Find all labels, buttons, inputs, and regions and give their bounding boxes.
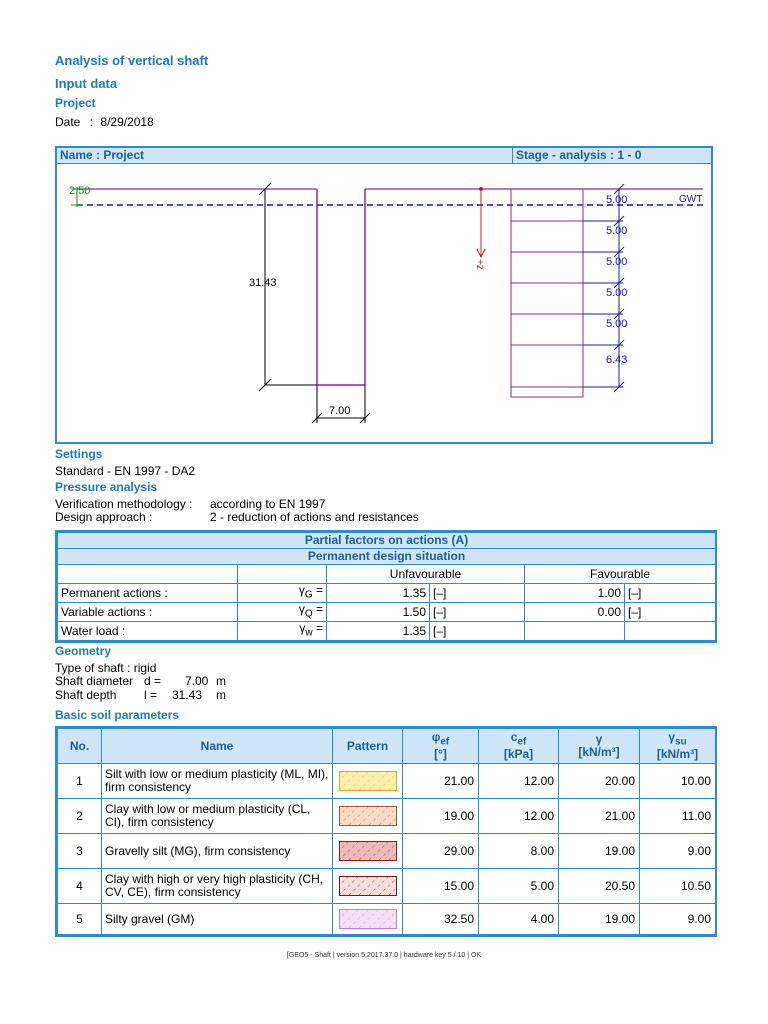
- soil-row-gamma-su: 9.00: [640, 904, 716, 935]
- soil-layer-stack: [511, 189, 583, 397]
- layer-3-thickness: 5.00: [606, 256, 628, 268]
- pf-row: Variable actions : $\gamma_Q$ = 1.50 [–] 0.00 [–]: [58, 603, 716, 622]
- date-value: 8/29/2018: [100, 115, 154, 129]
- col-no: No.: [58, 729, 102, 764]
- soil-row-phi: 29.00: [403, 834, 479, 869]
- soil-row-phi: 21.00: [403, 764, 479, 799]
- soil-row-phi: 19.00: [403, 799, 479, 834]
- soil-row-gamma-su: 11.00: [640, 799, 716, 834]
- col-gamma: γ [kN/m³]: [559, 729, 640, 764]
- approach-label: Design approach :: [55, 510, 153, 524]
- soil-table: [55, 726, 717, 937]
- col-name: Name: [102, 729, 333, 764]
- geometry-heading: Geometry: [55, 644, 112, 658]
- stage-label: Stage - analysis : 1 - 0: [512, 148, 641, 163]
- soil-row-no: 1: [58, 764, 102, 799]
- soil-row-c: 5.00: [479, 869, 559, 904]
- soil-row: [58, 799, 716, 834]
- col-c: $c_{ef}$ [kPa]: [479, 729, 559, 764]
- soil-row: [58, 904, 716, 935]
- shaft-type: Type of shaft : rigid: [55, 661, 157, 675]
- soil-row-no: 4: [58, 869, 102, 904]
- soil-row-no: 2: [58, 799, 102, 834]
- soil-row-gamma-su: 10.00: [640, 764, 716, 799]
- soil-row-name: Clay with high or very high plasticity (CH, CV, CE), firm consistency: [102, 869, 333, 904]
- date-row: [55, 116, 154, 129]
- soil-row-name: Gravelly silt (MG), firm consistency: [102, 834, 333, 869]
- soil-row-no: 5: [58, 904, 102, 935]
- pf-col-unfavourable: Unfavourable: [327, 565, 525, 584]
- layer-5-thickness: 5.00: [606, 318, 628, 330]
- approach-value: 2 - reduction of actions and resistances: [210, 510, 419, 524]
- project-box: [55, 146, 713, 444]
- col-phi: $\varphi_{ef}$ [°]: [403, 729, 479, 764]
- soil-row-name: Clay with low or medium plasticity (CL, CI), firm consistency: [102, 799, 333, 834]
- footer: [GEO5 - Shaft | version 5.2017.37.0 | hardware key 5 / 10 | OK: [286, 952, 482, 959]
- soil-row-gamma: 21.00: [559, 799, 640, 834]
- soil-row-c: 12.00: [479, 799, 559, 834]
- soil-row: [58, 869, 716, 904]
- shaft-depth-row: Shaft depth l = 31.43 m: [55, 688, 226, 702]
- soil-pattern-swatch: [339, 771, 397, 791]
- standard-text: Standard - EN 1997 - DA2: [55, 464, 196, 478]
- pf-subtitle: Permanent design situation: [58, 549, 716, 565]
- shaft-diagram: [57, 165, 711, 444]
- soil-row-name: Silt with low or medium plasticity (ML, MI), firm consistency: [102, 764, 333, 799]
- soil-row-gamma: 19.00: [559, 904, 640, 935]
- soil-row-c: 8.00: [479, 834, 559, 869]
- settings-heading: Settings: [55, 447, 103, 461]
- soil-row-phi: 32.50: [403, 904, 479, 935]
- pf-row: Water load : $\gamma_w$ = 1.35 [–]: [58, 622, 716, 641]
- gwt-label: GWT: [679, 194, 703, 205]
- partial-factors-table: [55, 530, 717, 643]
- soil-row-gamma-su: 9.00: [640, 834, 716, 869]
- pf-col-favourable: Favourable: [525, 565, 716, 584]
- soil-pattern-swatch: [339, 909, 397, 929]
- soil-row-gamma: 20.00: [559, 764, 640, 799]
- soil-pattern-swatch: [339, 876, 397, 896]
- pressure-heading: Pressure analysis: [55, 480, 158, 494]
- soil-pattern-swatch: [339, 841, 397, 861]
- z-axis-label: +z: [474, 259, 485, 270]
- soil-row-gamma: 19.00: [559, 834, 640, 869]
- soil-row-c: 12.00: [479, 764, 559, 799]
- date-sep: :: [89, 115, 94, 129]
- soil-heading: Basic soil parameters: [55, 708, 180, 722]
- project-box-header: [57, 148, 711, 164]
- project-name-label: Name : Project: [60, 148, 145, 162]
- page-title: Analysis of vertical shaft: [55, 53, 209, 68]
- shaft-diameter-label: 7.00: [329, 405, 351, 417]
- soil-row-gamma: 20.50: [559, 869, 640, 904]
- soil-row: [58, 834, 716, 869]
- col-gamma-su: $\gamma_{su}$ [kN/m³]: [640, 729, 716, 764]
- pf-title: Partial factors on actions (A): [58, 533, 716, 549]
- date-label: Date: [55, 115, 81, 129]
- soil-row-phi: 15.00: [403, 869, 479, 904]
- layer-1-thickness: 5.00: [606, 194, 628, 206]
- pf-row: Permanent actions : $\gamma_G$ = 1.35 [–] 1.00 [–]: [58, 584, 716, 603]
- col-pattern: Pattern: [333, 729, 403, 764]
- shaft-diameter-row: Shaft diameter d = 7.00 m: [55, 674, 226, 688]
- layer-6-thickness: 6.43: [606, 354, 628, 366]
- method-label: Verification methodology :: [55, 497, 193, 511]
- soil-pattern-swatch: [339, 806, 397, 826]
- method-value: according to EN 1997: [210, 497, 326, 511]
- soil-row-name: Silty gravel (GM): [102, 904, 333, 935]
- water-depth-label: 2.50: [69, 185, 91, 197]
- layer-4-thickness: 5.00: [606, 287, 628, 299]
- project-heading: Project: [55, 96, 96, 110]
- soil-row-no: 3: [58, 834, 102, 869]
- soil-row: [58, 764, 716, 799]
- soil-row-gamma-su: 10.50: [640, 869, 716, 904]
- shaft-depth-label: 31.43: [249, 277, 277, 289]
- input-data-heading: Input data: [55, 76, 118, 91]
- layer-2-thickness: 5.00: [606, 225, 628, 237]
- soil-row-c: 4.00: [479, 904, 559, 935]
